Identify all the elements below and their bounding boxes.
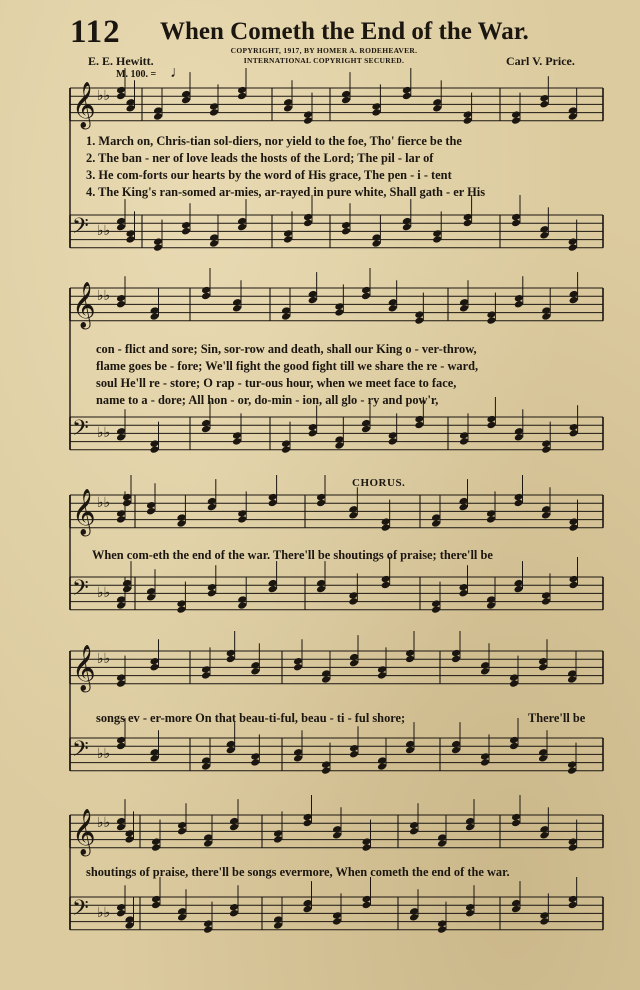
note-head xyxy=(150,663,160,672)
note-head xyxy=(150,754,160,763)
note-head xyxy=(451,655,461,664)
note-head xyxy=(176,605,186,614)
note-head xyxy=(321,766,331,775)
hymn-title: When Cometh the End of the War. xyxy=(160,18,529,45)
note-head xyxy=(153,243,163,252)
note-head xyxy=(146,507,156,516)
note-head xyxy=(568,243,578,252)
note-head xyxy=(432,235,442,244)
note-head xyxy=(332,831,342,840)
note-head xyxy=(451,746,461,755)
note-head xyxy=(316,585,326,594)
note-head xyxy=(514,433,524,442)
note-head xyxy=(146,593,156,602)
hymn-number: 112 xyxy=(70,14,121,50)
note-head xyxy=(226,746,236,755)
note-head xyxy=(431,605,441,614)
note-head xyxy=(511,905,521,914)
note-head xyxy=(303,905,313,914)
note-head xyxy=(567,675,577,684)
note-head xyxy=(151,843,161,852)
note-head xyxy=(150,312,160,321)
note-head xyxy=(480,667,490,676)
key-signature-icon: ♭♭ xyxy=(97,88,111,104)
note-head xyxy=(459,304,469,313)
note-head xyxy=(511,819,521,828)
treble-clef-icon: 𝄞 xyxy=(72,282,96,328)
note-head xyxy=(116,223,126,232)
verse-1-line-2: con - flict and sore; Sin, sor-row and death, shall our King o - ver-throw, xyxy=(96,342,477,356)
note-head xyxy=(177,827,187,836)
note-head xyxy=(541,445,551,454)
note-head xyxy=(209,239,219,248)
note-head xyxy=(514,499,524,508)
tempo-marking: M. 100. = xyxy=(116,69,157,80)
note-head xyxy=(303,116,313,125)
note-head xyxy=(509,742,519,751)
note-head xyxy=(569,581,579,590)
note-head xyxy=(569,296,579,305)
note-head xyxy=(463,116,473,125)
note-head xyxy=(486,421,496,430)
note-head xyxy=(126,104,136,113)
note-head xyxy=(250,667,260,676)
verse-4-line-2: name to a - dore; All hon - or, do-min - ion, all glo - ry and pow'r, xyxy=(96,393,439,407)
key-signature-icon: ♭♭ xyxy=(97,223,111,239)
note-head xyxy=(569,429,579,438)
note-head xyxy=(201,762,211,771)
note-head xyxy=(122,499,132,508)
note-head xyxy=(281,312,291,321)
note-head xyxy=(568,112,578,121)
treble-clef-icon: 𝄞 xyxy=(72,645,96,691)
key-signature-icon: ♭♭ xyxy=(97,651,111,667)
note-head xyxy=(116,433,126,442)
copyright-line: COPYRIGHT, 1917, BY HOMER A. RODEHEAVER. xyxy=(230,46,418,55)
note-head xyxy=(381,581,391,590)
note-head xyxy=(293,754,303,763)
note-head xyxy=(308,429,318,438)
note-head xyxy=(237,515,247,524)
note-head xyxy=(237,223,247,232)
note-head xyxy=(539,231,549,240)
note-head xyxy=(153,112,163,121)
note-head xyxy=(541,511,551,520)
note-head xyxy=(486,515,496,524)
note-head xyxy=(229,909,239,918)
note-head xyxy=(283,104,293,113)
note-head xyxy=(388,304,398,313)
note-head xyxy=(362,843,372,852)
note-head xyxy=(316,499,326,508)
treble-clef-icon: 𝄞 xyxy=(72,489,96,535)
note-head xyxy=(321,675,331,684)
bass-clef-icon: 𝄢 xyxy=(72,416,89,446)
verse-1-line-1: 1. March on, Chris-tian sol-diers, nor yield to the foe, Tho' fierce be the xyxy=(86,134,462,148)
note-head xyxy=(125,921,135,930)
note-head xyxy=(348,511,358,520)
note-head xyxy=(116,92,126,101)
note-head xyxy=(150,445,160,454)
note-head xyxy=(414,421,424,430)
note-head xyxy=(539,100,549,109)
note-head xyxy=(332,917,342,926)
note-head xyxy=(303,819,313,828)
note-head xyxy=(377,671,387,680)
note-head xyxy=(463,219,473,228)
note-head xyxy=(362,901,372,910)
note-head xyxy=(201,671,211,680)
note-head xyxy=(486,601,496,610)
note-head xyxy=(361,292,371,301)
note-head xyxy=(459,503,469,512)
note-head xyxy=(514,300,524,309)
note-head xyxy=(116,909,126,918)
note-head xyxy=(250,758,260,767)
key-signature-icon: ♭♭ xyxy=(97,815,111,831)
note-head xyxy=(116,742,126,751)
note-head xyxy=(465,909,475,918)
note-head xyxy=(116,679,126,688)
note-head xyxy=(273,921,283,930)
note-head xyxy=(539,917,549,926)
note-head xyxy=(334,308,344,317)
note-head xyxy=(349,750,359,759)
note-head xyxy=(232,437,242,446)
note-head xyxy=(116,300,126,309)
key-signature-icon: ♭♭ xyxy=(97,495,111,511)
note-head xyxy=(349,659,359,668)
key-signature-icon: ♭♭ xyxy=(97,746,111,762)
note-head xyxy=(232,304,242,313)
bass-clef-icon: 𝄢 xyxy=(72,737,89,767)
bass-clef-icon: 𝄢 xyxy=(72,576,89,606)
note-head xyxy=(437,839,447,848)
note-head xyxy=(361,425,371,434)
chorus-line-2: songs ev - er-more On that beau-ti-ful, beau - ti - ful shore; xyxy=(96,711,406,725)
chorus-label: CHORUS. xyxy=(352,477,406,489)
note-head xyxy=(201,425,211,434)
note-head xyxy=(568,901,578,910)
verse-3-line-2: soul He'll re - store; O rap - tur-ous hour, when we meet face to face, xyxy=(96,376,457,390)
note-head xyxy=(402,92,412,101)
note-head xyxy=(414,316,424,325)
note-head xyxy=(371,239,381,248)
chorus-line-3: shoutings of praise, there'll be songs evermore, When cometh the end of the war. xyxy=(86,865,510,879)
note-head xyxy=(303,219,313,228)
note-head xyxy=(405,655,415,664)
note-head xyxy=(459,437,469,446)
note-head xyxy=(334,441,344,450)
note-head xyxy=(201,292,211,301)
composer: Carl V. Price. xyxy=(506,54,575,68)
note-head xyxy=(409,827,419,836)
note-head xyxy=(116,823,126,832)
note-head xyxy=(203,839,213,848)
note-head xyxy=(116,515,126,524)
note-head xyxy=(539,831,549,840)
note-head xyxy=(568,843,578,852)
note-head xyxy=(377,762,387,771)
note-head xyxy=(237,601,247,610)
verse-3-line-1: 3. He com-forts our hearts by the word of His grace, The pen - i - tent xyxy=(86,168,452,182)
note-head xyxy=(409,913,419,922)
note-head xyxy=(281,445,291,454)
note-head xyxy=(229,823,239,832)
note-head xyxy=(207,589,217,598)
note-head xyxy=(388,437,398,446)
copyright-line: INTERNATIONAL COPYRIGHT SECURED. xyxy=(243,56,405,65)
note-head xyxy=(122,585,132,594)
note-head xyxy=(341,96,351,105)
note-head xyxy=(511,219,521,228)
note-head xyxy=(459,589,469,598)
note-head xyxy=(511,116,521,125)
note-head xyxy=(541,312,551,321)
note-head xyxy=(480,758,490,767)
note-head xyxy=(283,235,293,244)
quarter-note-icon: ♩ xyxy=(170,64,186,81)
key-signature-icon: ♭♭ xyxy=(97,288,111,304)
note-head xyxy=(348,597,358,606)
note-head xyxy=(405,746,415,755)
note-head xyxy=(177,913,187,922)
note-head xyxy=(486,316,496,325)
note-head xyxy=(514,585,524,594)
note-head xyxy=(432,104,442,113)
key-signature-icon: ♭♭ xyxy=(97,905,111,921)
verse-4-line-1: 4. The King's ran-somed ar-mies, ar-rayed in pure white, Shall gath - er His xyxy=(86,185,486,199)
note-head xyxy=(381,523,391,532)
note-head xyxy=(125,835,135,844)
note-head xyxy=(567,766,577,775)
lyricist: E. E. Hewitt. xyxy=(88,54,154,68)
key-signature-icon: ♭♭ xyxy=(97,585,111,601)
note-head xyxy=(538,754,548,763)
note-head xyxy=(176,519,186,528)
note-head xyxy=(402,223,412,232)
note-head xyxy=(371,108,381,117)
note-head xyxy=(268,499,278,508)
note-head xyxy=(209,108,219,117)
note-head xyxy=(341,227,351,236)
note-head xyxy=(237,92,247,101)
note-head xyxy=(126,235,136,244)
note-head xyxy=(293,663,303,672)
bass-clef-icon: 𝄢 xyxy=(72,214,89,244)
chorus-line-1: When com-eth the end of the war. There'll be shoutings of praise; there'll be xyxy=(92,548,493,562)
note-head xyxy=(181,96,191,105)
treble-clef-icon: 𝄞 xyxy=(72,809,96,855)
note-head xyxy=(437,925,447,934)
note-head xyxy=(268,585,278,594)
note-head xyxy=(116,601,126,610)
note-head xyxy=(181,227,191,236)
note-head xyxy=(431,519,441,528)
note-head xyxy=(509,679,519,688)
bass-clef-icon: 𝄢 xyxy=(72,896,89,926)
note-head xyxy=(308,296,318,305)
verse-2-line-1: 2. The ban - ner of love leads the hosts of the Lord; The pil - lar of xyxy=(86,151,434,165)
note-head xyxy=(207,503,217,512)
chorus-line-2-tail: There'll be xyxy=(528,711,586,725)
note-head xyxy=(203,925,213,934)
note-head xyxy=(273,835,283,844)
note-head xyxy=(465,823,475,832)
note-head xyxy=(151,901,161,910)
treble-clef-icon: 𝄞 xyxy=(72,82,96,128)
note-head xyxy=(226,655,236,664)
key-signature-icon: ♭♭ xyxy=(97,425,111,441)
note-head xyxy=(569,523,579,532)
verse-2-line-2: flame goes be - fore; We'll fight the good fight till we share the re - ward, xyxy=(96,359,479,373)
note-head xyxy=(538,663,548,672)
note-head xyxy=(541,597,551,606)
